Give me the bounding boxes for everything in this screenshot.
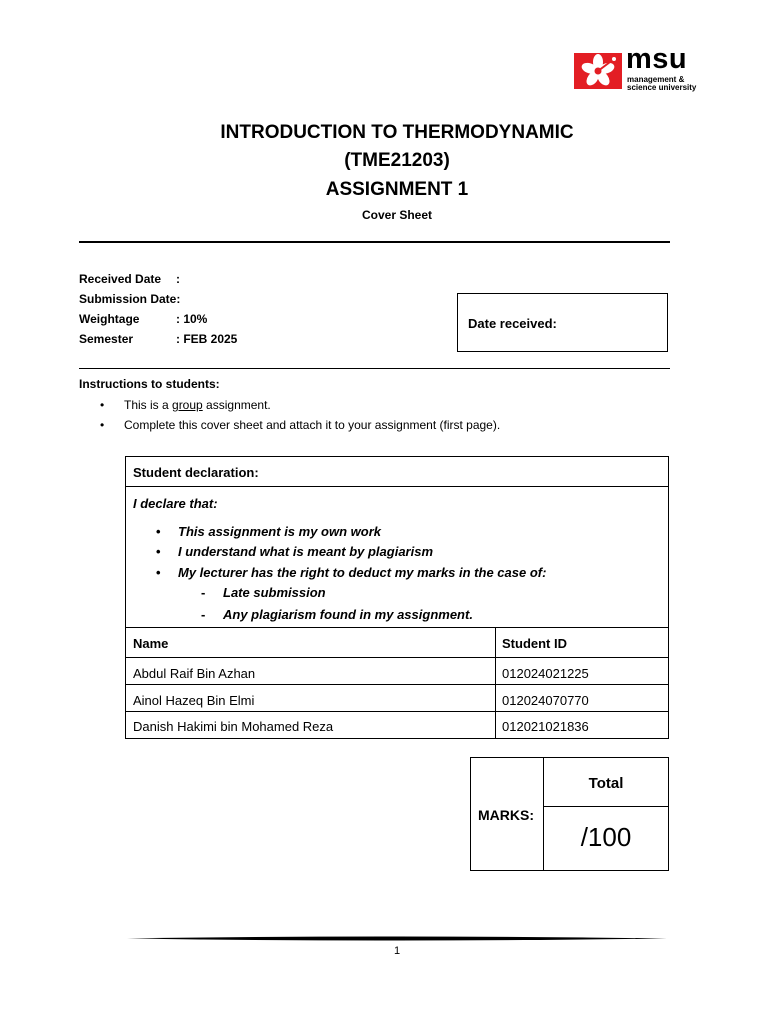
submission-date-field (79, 292, 180, 306)
total-marks-value: /100 (580, 822, 632, 852)
instruction-text: assignment. (202, 398, 271, 412)
bullet-icon: • (156, 544, 161, 559)
group-underlined-text: group (172, 398, 203, 412)
logo-subtitle-line1: management & (627, 75, 685, 84)
instructions-heading: Instructions to students: (79, 377, 220, 391)
semester-value: : FEB 2025 (176, 332, 238, 346)
instruction-item (100, 418, 500, 432)
course-title: INTRODUCTION TO THERMODYNAMIC (220, 122, 574, 143)
declaration-point-text: I understand what is meant by plagiarism (178, 544, 434, 559)
declaration-subpoint-text: Late submission (223, 585, 326, 600)
declaration-subpoint (201, 607, 473, 622)
weightage-field (79, 312, 207, 326)
declaration-point-text: This assignment is my own work (178, 524, 381, 539)
student-name: Abdul Raif Bin Azhan (133, 666, 256, 681)
date-received-box (457, 293, 668, 352)
logo-wordmark: msu (626, 43, 688, 75)
student-id-column-header: Student ID (502, 636, 567, 651)
received-date-field (79, 272, 180, 286)
total-label: Total (588, 775, 624, 792)
logo-subtitle-line2: science university (627, 83, 697, 92)
hibiscus-logo-icon (574, 53, 622, 89)
table-divider (126, 684, 668, 685)
student-id: 012024021225 (502, 666, 589, 681)
name-column-header: Name (133, 636, 169, 651)
instruction-text: Complete this cover sheet and attach it to your assignment (first page). (124, 418, 501, 432)
submission-date-label: Submission Date: (79, 292, 181, 306)
declaration-point-text: My lecturer has the right to deduct my marks in the case of: (178, 565, 547, 580)
table-divider (126, 486, 668, 487)
student-id: 012021021836 (502, 719, 589, 734)
msu-logo (572, 43, 717, 94)
marks-label: MARKS: (478, 807, 534, 823)
received-date-value: : (176, 272, 180, 286)
declaration-point (156, 565, 546, 580)
marks-table (470, 757, 669, 871)
semester-label: Semester (79, 332, 134, 346)
date-received-label: Date received: (468, 316, 557, 331)
page-number: 1 (393, 945, 401, 957)
marks-row-divider (544, 806, 668, 807)
bullet-icon: • (100, 418, 105, 432)
cover-sheet-subtitle: Cover Sheet (361, 208, 433, 222)
table-divider (126, 657, 668, 658)
bullet-icon: • (156, 524, 161, 539)
received-date-label: Received Date (79, 272, 162, 286)
table-divider (126, 711, 668, 712)
student-declaration-table (125, 456, 669, 739)
divider-mid (79, 368, 670, 369)
bullet-icon: • (100, 398, 105, 412)
logo-subtitle (627, 76, 696, 92)
instruction-text: This is a (124, 398, 173, 412)
student-name: Danish Hakimi bin Mohamed Reza (133, 719, 334, 734)
divider-top (79, 241, 670, 243)
declaration-subpoint (201, 585, 326, 600)
dash-icon: - (201, 585, 206, 600)
footer-divider (127, 936, 667, 941)
student-name: Ainol Hazeq Bin Elmi (133, 693, 255, 708)
bullet-icon: • (156, 565, 161, 580)
dash-icon: - (201, 607, 206, 622)
table-column-divider (495, 627, 496, 739)
student-id: 012024070770 (502, 693, 589, 708)
semester-field (79, 332, 237, 346)
instruction-item (100, 398, 271, 412)
declaration-heading: Student declaration: (133, 465, 259, 480)
course-code: (TME21203) (344, 150, 450, 171)
assignment-title: ASSIGNMENT 1 (325, 179, 469, 200)
declaration-subpoint-text: Any plagiarism found in my assignment. (223, 607, 473, 622)
declaration-point (156, 544, 433, 559)
table-divider (126, 627, 668, 628)
weightage-label: Weightage (79, 312, 140, 326)
declaration-point (156, 524, 381, 539)
weightage-value: : 10% (176, 312, 208, 326)
declaration-intro: I declare that: (133, 496, 218, 511)
